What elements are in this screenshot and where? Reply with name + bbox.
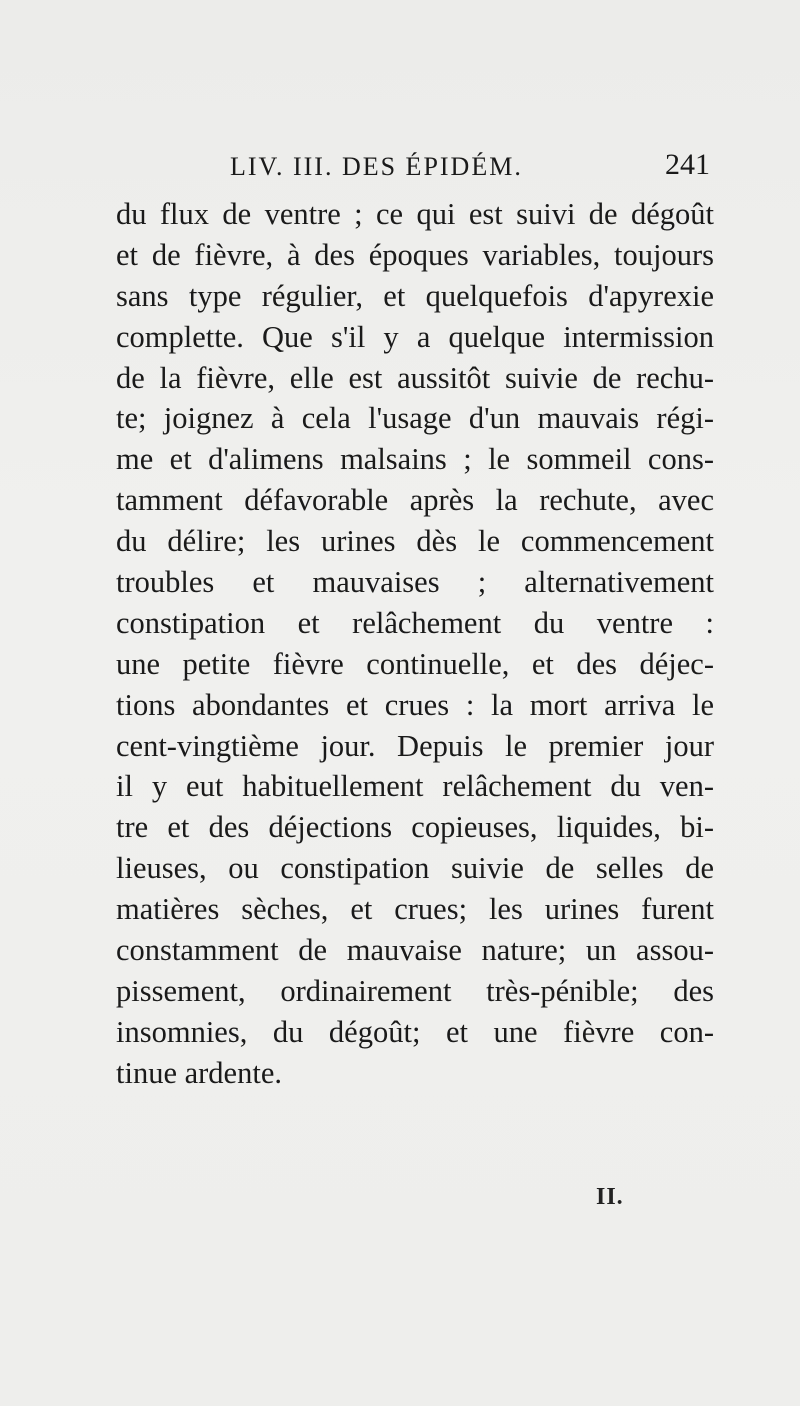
text-line: constamment de mauvaise nature; un assou- bbox=[116, 933, 714, 968]
body-text bbox=[116, 194, 714, 1094]
text-line: du délire; les urines dès le commencement bbox=[116, 524, 714, 559]
text-line: une petite fièvre continuelle, et des déjec- bbox=[116, 646, 714, 681]
signature-mark: II. bbox=[596, 1184, 624, 1210]
text-line: du flux de ventre ; ce qui est suivi de dégoût bbox=[116, 197, 714, 231]
text-line: tamment défavorable après la rechute, avec bbox=[116, 483, 714, 518]
text-line: complette. Que s'il y a quelque intermission bbox=[116, 319, 714, 354]
text-line: cent-vingtième jour. Depuis le premier jour bbox=[116, 728, 714, 763]
text-line: sans type régulier, et quelquefois d'apyrexie bbox=[116, 278, 714, 313]
text-line: de la fièvre, elle est aussitôt suivie de rechu- bbox=[116, 360, 714, 395]
text-line: tions abondantes et crues : la mort arriva le bbox=[116, 687, 714, 722]
running-head: LIV. III. DES ÉPIDÉM. bbox=[230, 152, 523, 181]
text-line: et de fièvre, à des époques variables, toujours bbox=[116, 237, 714, 272]
text-line: te; joignez à cela l'usage d'un mauvais régi- bbox=[116, 401, 714, 436]
text-line: matières sèches, et crues; les urines furent bbox=[116, 892, 714, 927]
text-line: tre et des déjections copieuses, liquides, bi- bbox=[116, 810, 714, 845]
text-line: pissement, ordinairement très-pénible; des bbox=[116, 973, 714, 1008]
text-line: tinue ardente. bbox=[116, 1055, 282, 1090]
text-line: lieuses, ou constipation suivie de selles de bbox=[116, 851, 714, 886]
text-line: insomnies, du dégoût; et une fièvre con- bbox=[116, 1014, 714, 1049]
text-line: troubles et mauvaises ; alternativement bbox=[116, 565, 714, 600]
page-number: 241 bbox=[665, 148, 710, 181]
page-header bbox=[230, 148, 710, 188]
text-line: me et d'alimens malsains ; le sommeil cons- bbox=[116, 442, 714, 477]
text-line: il y eut habituellement relâchement du ven- bbox=[116, 769, 714, 804]
text-line: constipation et relâchement du ventre : bbox=[116, 605, 714, 640]
